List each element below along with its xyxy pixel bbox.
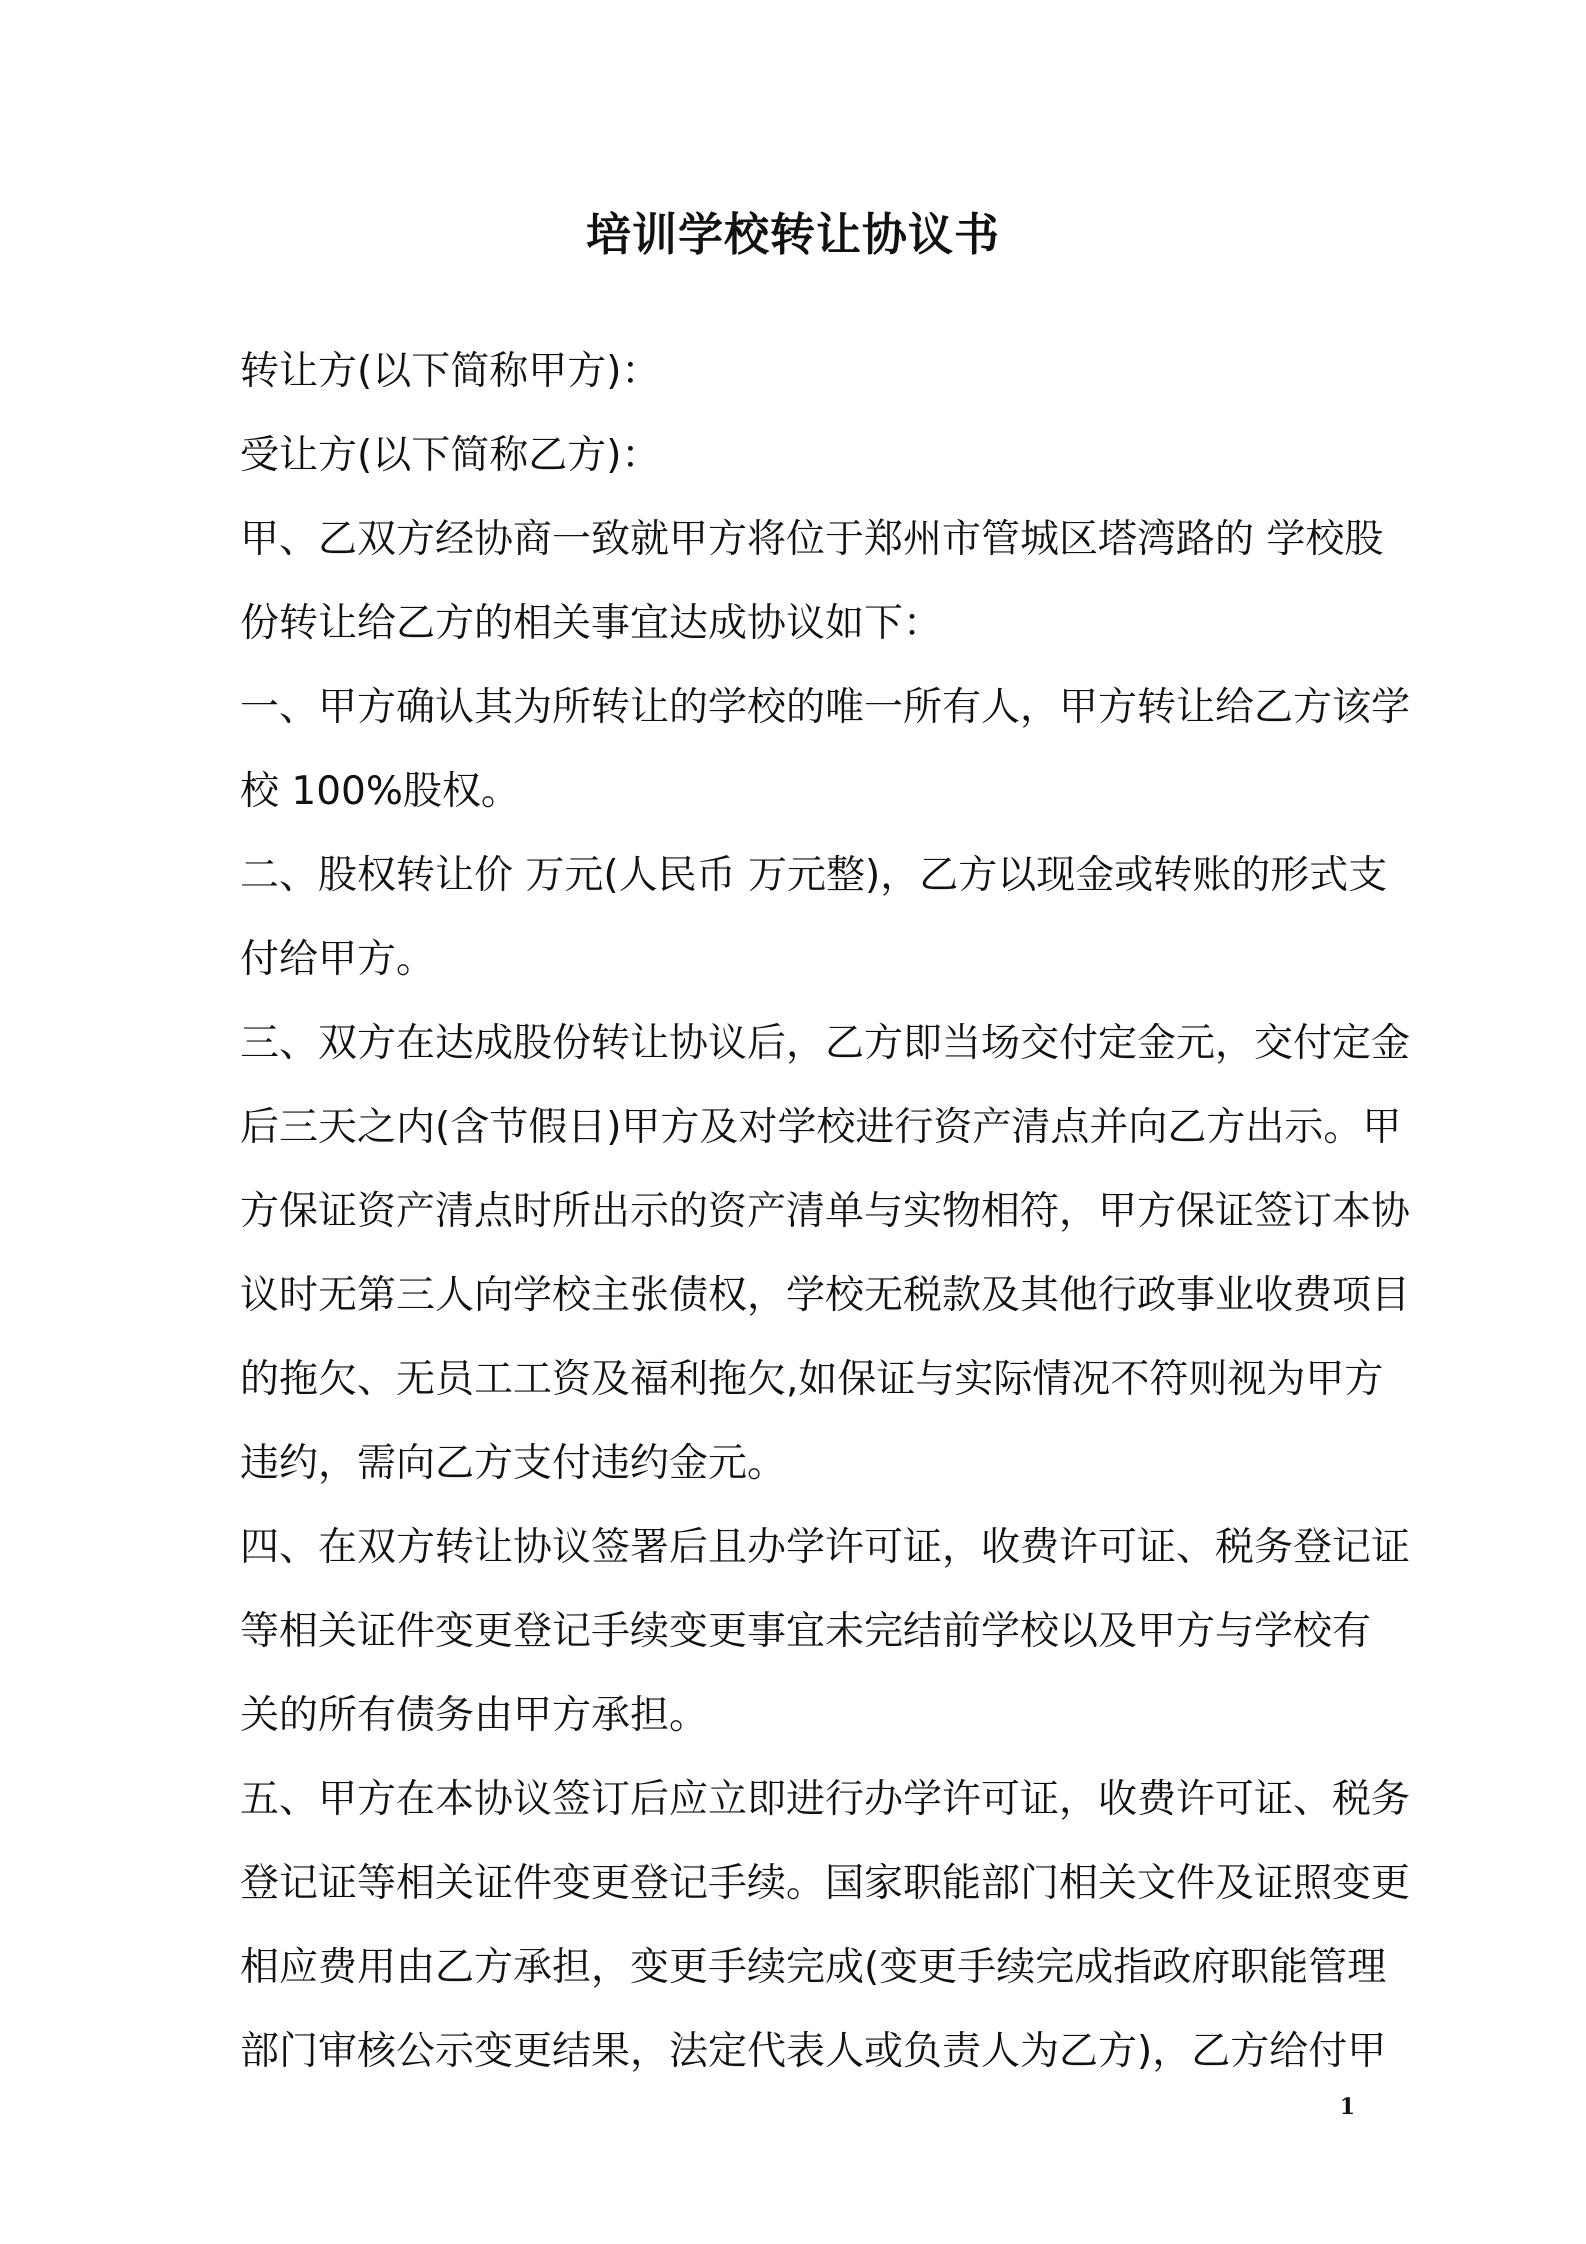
clause-3-line-3: 方保证资产清点时所出示的资产清单与实物相符，甲方保证签订本协 [240, 1189, 1411, 1234]
document-body [240, 330, 1411, 2094]
preamble-line-2: 份转让给乙方的相关事宜达成协议如下： [240, 601, 943, 646]
clause-3-line-2: 后三天之内(含节假日)甲方及对学校进行资产清点并向乙方出示。甲 [240, 1105, 1402, 1150]
clause-2-line-1: 二、股权转让价 万元(人民币 万元整)，乙方以现金或转账的形式支 [240, 853, 1388, 898]
clause-4-line-1: 四、在双方转让协议签署后且办学许可证，收费许可证、税务登记证 [240, 1525, 1411, 1570]
clause-5-line-4: 部门审核公示变更结果，法定代表人或负责人为乙方)，乙方给付甲 [240, 2029, 1387, 2074]
clause-2-line-2: 付给甲方。 [240, 937, 436, 982]
page-number: 1 [1339, 2094, 1355, 2120]
document-title: 培训学校转让协议书 [585, 208, 1000, 261]
clause-5-line-1: 五、甲方在本协议签订后应立即进行办学许可证，收费许可证、税务 [240, 1777, 1411, 1822]
clause-3-line-4: 议时无第三人向学校主张债权，学校无税款及其他行政事业收费项目 [240, 1273, 1411, 1318]
clause-4-line-3: 关的所有债务由甲方承担。 [240, 1693, 709, 1738]
clause-3-line-6: 违约，需向乙方支付违约金元。 [240, 1441, 787, 1486]
clause-1-line-2: 校 100%股权。 [240, 769, 520, 814]
clause-3-line-1: 三、双方在达成股份转让协议后，乙方即当场交付定金元，交付定金 [240, 1021, 1411, 1066]
party-b-line: 受让方(以下简称乙方)： [240, 433, 661, 478]
clause-5-line-3: 相应费用由乙方承担，变更手续完成(变更手续完成指政府职能管理 [240, 1945, 1387, 1990]
clause-1-line-1: 一、甲方确认其为所转让的学校的唯一所有人，甲方转让给乙方该学 [240, 685, 1411, 730]
clause-4-line-2: 等相关证件变更登记手续变更事宜未完结前学校以及甲方与学校有 [240, 1609, 1372, 1654]
clause-3-line-5: 的拖欠、无员工工资及福利拖欠,如保证与实际情况不符则视为甲方 [240, 1357, 1384, 1402]
preamble-line-1: 甲、乙双方经协商一致就甲方将位于郑州市管城区塔湾路的 学校股 [240, 517, 1384, 562]
party-a-line: 转让方(以下简称甲方)： [240, 349, 661, 394]
clause-5-line-2: 登记证等相关证件变更登记手续。国家职能部门相关文件及证照变更 [240, 1861, 1411, 1906]
